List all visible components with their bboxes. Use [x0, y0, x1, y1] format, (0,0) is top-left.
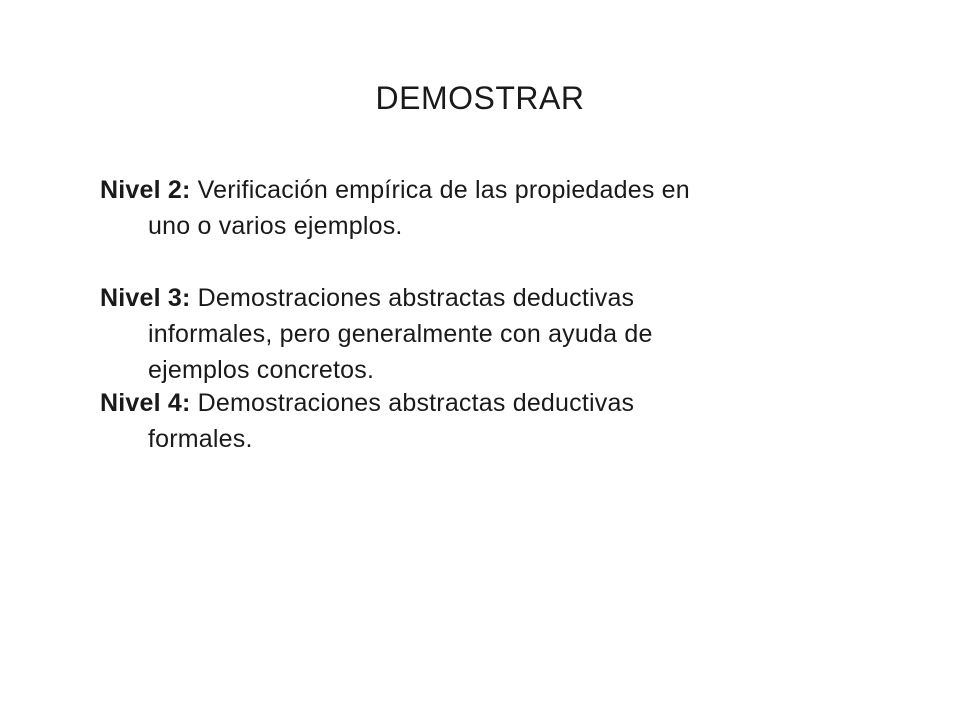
level-4-tag: Nivel 4:: [100, 389, 191, 417]
level-2-item: [100, 172, 860, 244]
level-2-tag: Nivel 2:: [100, 176, 191, 204]
level-4-line-1: [100, 385, 860, 421]
level-4-item: [100, 385, 860, 457]
level-3-tag: Nivel 3:: [100, 284, 191, 312]
level-3-line-1: [100, 280, 860, 316]
level-2-line-1: [100, 172, 860, 208]
level-4-text-2: formales.: [148, 425, 253, 453]
level-3-text-2: informales, pero generalmente con ayuda de: [148, 320, 653, 348]
level-2-text-1: Verificación empírica de las propiedades en: [190, 176, 690, 204]
level-3-text-3: ejemplos concretos.: [148, 356, 375, 384]
level-2-text-2: uno o varios ejemplos.: [148, 212, 403, 240]
level-3-text-1: Demostraciones abstractas deductivas: [190, 284, 635, 312]
level-3-item: [100, 280, 860, 388]
slide-title: DEMOSTRAR: [375, 80, 585, 116]
level-4-text-1: Demostraciones abstractas deductivas: [190, 389, 635, 417]
